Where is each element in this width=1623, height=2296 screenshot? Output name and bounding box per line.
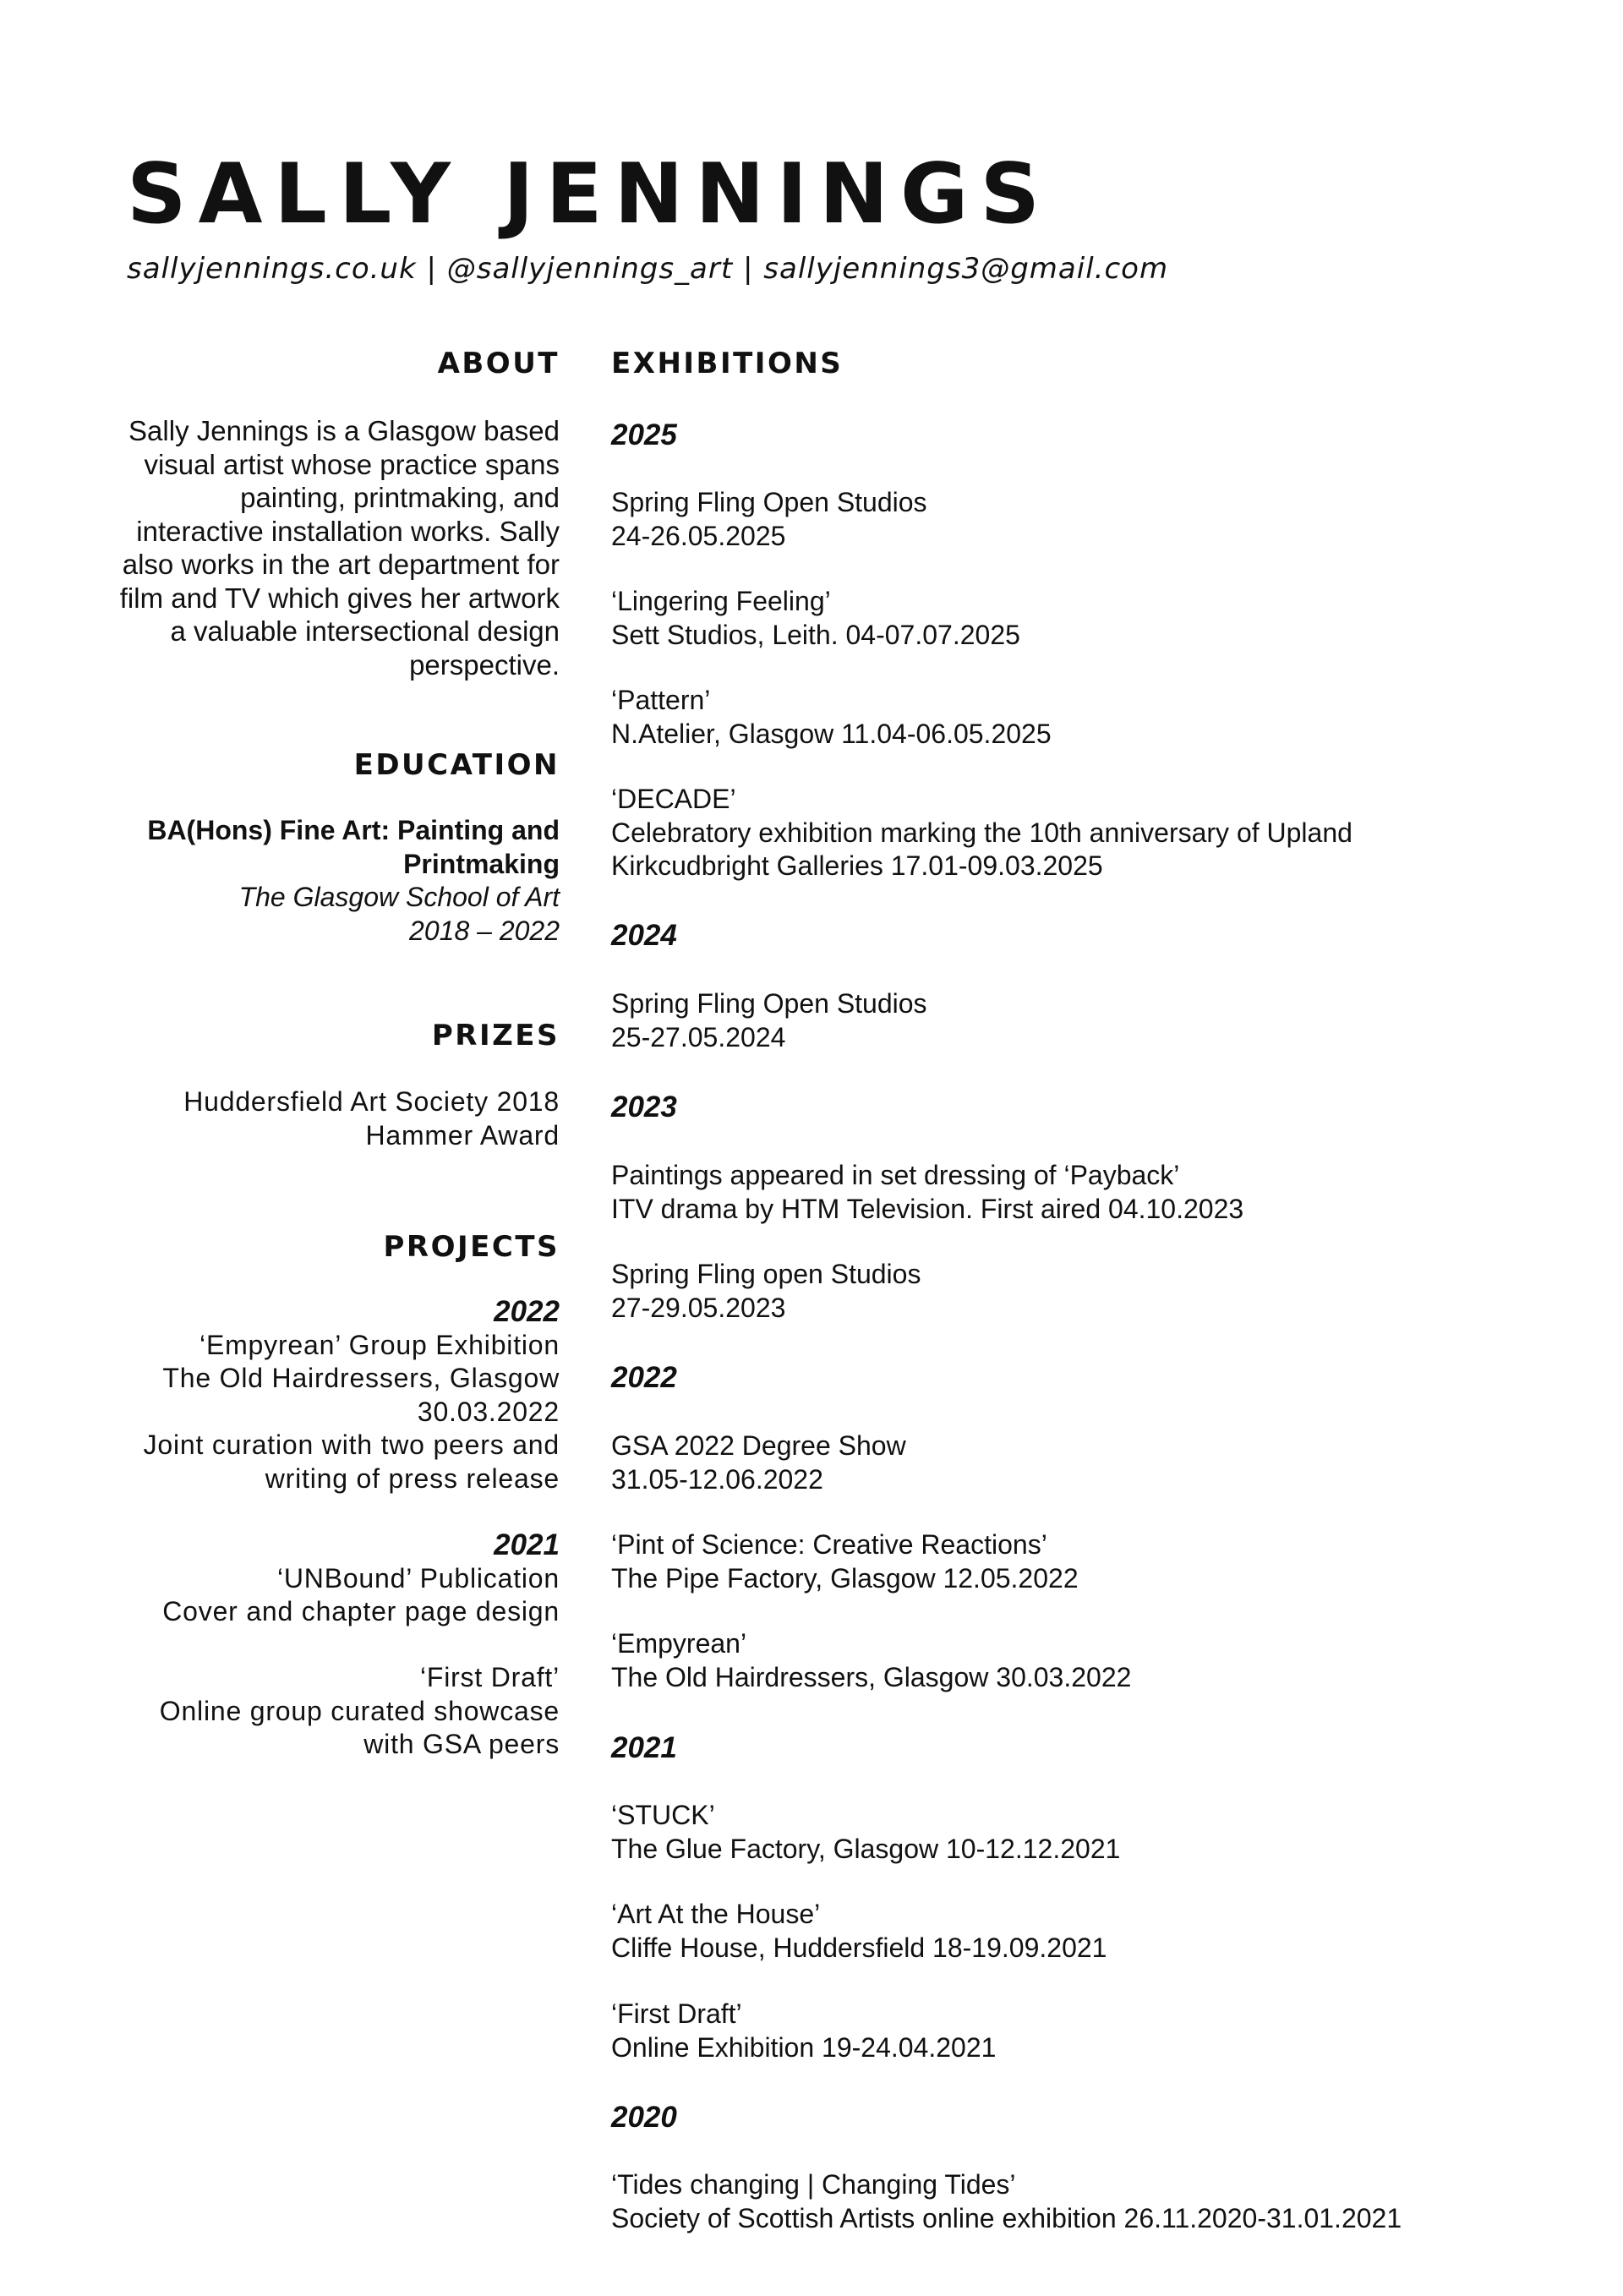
exhibition-year: 2020	[611, 2101, 677, 2134]
degree-title	[51, 814, 560, 881]
project-line: ‘First Draft’	[419, 1662, 560, 1692]
exhibition-detail: The Glue Factory, Glasgow 10-12.12.2021	[611, 1833, 1121, 1864]
project-year: 2021	[494, 1528, 560, 1561]
about-line: visual artist whose practice spans	[144, 448, 560, 480]
exhibition-entry	[611, 1430, 906, 1496]
exhibition-year: 2022	[611, 1361, 677, 1394]
exhibition-detail: Kirkcudbright Galleries 17.01-09.03.2025	[611, 850, 1103, 881]
projects-2022	[51, 1295, 560, 1495]
prizes-heading: PRIZES	[431, 1019, 560, 1052]
exhibition-entry	[611, 486, 927, 553]
project-line: Online group curated showcase	[159, 1695, 560, 1726]
prize-line: Hammer Award	[365, 1119, 560, 1151]
projects-2021-first-draft	[51, 1661, 560, 1762]
exhibition-title: GSA 2022 Degree Show	[611, 1430, 906, 1461]
exhibition-year: 2023	[611, 1091, 677, 1123]
exhibition-detail: ITV drama by HTM Television. First aired 04.10.2023	[611, 1193, 1244, 1224]
exhibition-entry	[611, 1627, 1131, 1694]
school-name: The Glasgow School of Art	[238, 882, 560, 912]
exhibition-detail: The Pipe Factory, Glasgow 12.05.2022	[611, 1562, 1079, 1594]
degree-line: BA(Hons) Fine Art: Painting and	[147, 815, 560, 845]
exhibition-detail: 25-27.05.2024	[611, 1021, 786, 1052]
exhibition-title: Paintings appeared in set dressing of ‘Payback’	[611, 1160, 1180, 1190]
exhibition-entry	[611, 1998, 996, 2064]
about-heading: ABOUT	[437, 347, 560, 380]
artist-name: SALLY JENNINGS	[127, 146, 1052, 243]
about-line: a valuable intersectional design	[170, 615, 560, 647]
exhibition-detail: 27-29.05.2023	[611, 1292, 786, 1323]
projects-2021	[51, 1528, 560, 1629]
degree-line: Printmaking	[403, 848, 560, 879]
project-line: Joint curation with two peers and	[143, 1430, 560, 1460]
about-line: Sally Jennings is a Glasgow based	[128, 415, 560, 446]
about-line: film and TV which gives her artwork	[119, 582, 560, 614]
exhibition-title: ‘DECADE’	[611, 784, 736, 814]
project-line: ‘Empyrean’ Group Exhibition	[199, 1329, 560, 1360]
exhibition-year: 2024	[611, 919, 677, 952]
education-heading: EDUCATION	[353, 748, 560, 782]
exhibition-title: ‘Pattern’	[611, 685, 711, 715]
about-text	[51, 414, 560, 681]
exhibition-title: Spring Fling open Studios	[611, 1259, 921, 1289]
exhibition-detail: The Old Hairdressers, Glasgow 30.03.2022	[611, 1661, 1132, 1692]
about-line: painting, printmaking, and	[240, 482, 560, 513]
exhibition-entry	[611, 987, 927, 1054]
project-line: with GSA peers	[363, 1729, 560, 1759]
project-line: The Old Hairdressers, Glasgow	[162, 1363, 560, 1393]
project-line: Cover and chapter page design	[162, 1596, 560, 1626]
exhibition-year: 2021	[611, 1731, 677, 1764]
exhibition-title: ‘Tides changing | Changing Tides’	[611, 2169, 1016, 2200]
exhibition-title: ‘Art At the House’	[611, 1899, 821, 1929]
project-year: 2022	[494, 1295, 560, 1328]
exhibition-detail: Cliffe House, Huddersfield 18-19.09.2021	[611, 1932, 1107, 1963]
exhibition-detail: 31.05-12.06.2022	[611, 1463, 823, 1495]
exhibition-entry	[611, 1159, 1243, 1226]
project-line: 30.03.2022	[417, 1396, 560, 1427]
project-line: writing of press release	[265, 1462, 560, 1494]
about-line: perspective.	[409, 648, 560, 681]
exhibitions-heading: EXHIBITIONS	[611, 347, 844, 380]
education-years: 2018 – 2022	[409, 915, 560, 946]
prize-entry	[51, 1085, 560, 1152]
exhibition-entry	[611, 684, 1052, 751]
exhibition-title: ‘Lingering Feeling’	[611, 586, 831, 616]
exhibition-year: 2025	[611, 418, 677, 451]
exhibition-entry	[611, 1898, 1107, 1965]
exhibition-detail: N.Atelier, Glasgow 11.04-06.05.2025	[611, 718, 1052, 749]
exhibition-title: ‘First Draft’	[611, 1998, 742, 2029]
prize-line: Huddersfield Art Society 2018	[183, 1086, 560, 1117]
education-entry	[51, 814, 560, 948]
exhibition-title: Spring Fling Open Studios	[611, 988, 927, 1019]
about-line: interactive installation works. Sally	[136, 515, 560, 547]
exhibition-entry	[611, 1799, 1120, 1866]
exhibition-entry	[611, 2168, 1402, 2235]
exhibition-title: ‘STUCK’	[611, 1800, 715, 1830]
exhibition-entry	[611, 1528, 1079, 1595]
exhibition-detail: Society of Scottish Artists online exhibition 26.11.2020-31.01.2021	[611, 2202, 1402, 2233]
exhibition-entry	[611, 585, 1020, 652]
exhibition-detail: Sett Studios, Leith. 04-07.07.2025	[611, 619, 1020, 650]
about-line: also works in the art department for	[122, 549, 560, 580]
project-line: ‘UNBound’ Publication	[276, 1562, 560, 1594]
exhibition-detail: Celebratory exhibition marking the 10th anniversary of Upland	[611, 817, 1352, 848]
exhibition-entry	[611, 783, 1352, 883]
exhibition-detail: Online Exhibition 19-24.04.2021	[611, 2031, 997, 2063]
exhibition-detail: 24-26.05.2025	[611, 520, 786, 551]
exhibition-title: Spring Fling Open Studios	[611, 487, 927, 517]
exhibition-title: ‘Empyrean’	[611, 1628, 747, 1659]
exhibition-entry	[611, 1258, 921, 1325]
projects-heading: PROJECTS	[383, 1230, 560, 1264]
exhibition-title: ‘Pint of Science: Creative Reactions’	[611, 1529, 1047, 1560]
contact-line: sallyjennings.co.uk | @sallyjennings_art | sallyjennings3@gmail.com	[127, 252, 1169, 286]
